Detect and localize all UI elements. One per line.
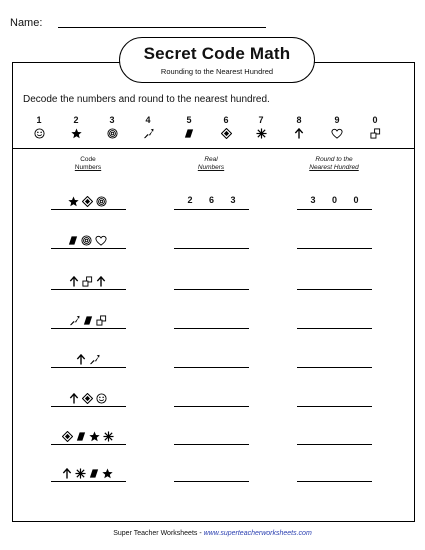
star-icon xyxy=(102,468,113,479)
code-underline xyxy=(51,289,126,290)
rounded-answer-line[interactable] xyxy=(297,248,372,249)
lightning-icon xyxy=(69,315,80,326)
smiley-icon xyxy=(27,126,51,140)
parallelogram-icon xyxy=(83,315,93,326)
code-underline xyxy=(51,481,126,482)
round-header xyxy=(289,156,379,172)
asterisk-icon xyxy=(75,468,86,479)
code-numbers-header xyxy=(43,156,133,172)
asterisk-icon xyxy=(249,126,273,140)
spiral-icon xyxy=(100,126,124,140)
parallelogram-icon xyxy=(68,235,78,246)
key-number: 3 xyxy=(109,115,115,125)
key-number: 8 xyxy=(296,115,302,125)
lightning-icon xyxy=(89,354,100,365)
rounded-answer-line[interactable] xyxy=(297,444,372,445)
spiral-icon xyxy=(81,235,92,246)
code-underline xyxy=(51,406,126,407)
rounded-answer-line[interactable] xyxy=(297,406,372,407)
code-underline xyxy=(51,444,126,445)
diamond-icon xyxy=(214,126,238,140)
star-icon xyxy=(89,431,100,442)
squares-icon xyxy=(363,126,387,140)
real-numbers-header xyxy=(166,156,256,172)
up-arrow-icon xyxy=(62,468,72,479)
real-number-answer-line[interactable] xyxy=(174,481,249,482)
footer-link[interactable]: www.superteacherworksheets.com xyxy=(203,530,312,537)
rounded-answer-line[interactable] xyxy=(297,367,372,368)
key-item-1 xyxy=(27,114,51,140)
key-number: 9 xyxy=(334,115,340,125)
code-numbers-7 xyxy=(50,429,125,443)
code-numbers-5 xyxy=(50,352,125,366)
up-arrow-icon xyxy=(69,393,79,404)
real-number-answer-line[interactable] xyxy=(174,209,249,210)
up-arrow-icon xyxy=(287,126,311,140)
lightning-icon xyxy=(136,126,160,140)
up-arrow-icon xyxy=(76,354,86,365)
code-numbers-1 xyxy=(50,194,125,208)
real-number-answer: 2 6 3 xyxy=(187,195,243,205)
parallelogram-icon xyxy=(177,126,201,140)
key-number: 7 xyxy=(258,115,264,125)
code-numbers-8 xyxy=(50,466,125,480)
code-header-line2: Numbers xyxy=(74,164,102,171)
rounded-answer-line[interactable] xyxy=(297,289,372,290)
key-number: 0 xyxy=(372,115,378,125)
key-item-2 xyxy=(64,114,88,140)
code-underline xyxy=(51,328,126,329)
code-underline xyxy=(51,367,126,368)
instructions: Decode the numbers and round to the nearest hundred. xyxy=(23,94,270,105)
parallelogram-icon xyxy=(76,431,86,442)
star-icon xyxy=(64,126,88,140)
spiral-icon xyxy=(96,196,107,207)
round-header-line1: Round to the xyxy=(315,156,353,163)
key-item-4 xyxy=(136,114,160,140)
heart-icon xyxy=(95,235,107,246)
key-number: 6 xyxy=(223,115,229,125)
worksheet-subtitle: Rounding to the Nearest Hundred xyxy=(160,67,274,76)
code-header-line1: Code xyxy=(80,156,96,163)
title-box xyxy=(119,37,315,83)
worksheet-title: Secret Code Math xyxy=(143,44,291,63)
code-underline xyxy=(51,209,126,210)
rounded-answer-line[interactable] xyxy=(297,481,372,482)
real-number-answer-line[interactable] xyxy=(174,444,249,445)
key-number: 1 xyxy=(36,115,42,125)
name-field-line[interactable] xyxy=(58,27,266,28)
key-item-0 xyxy=(363,114,387,140)
real-number-answer-line[interactable] xyxy=(174,328,249,329)
diamond-icon xyxy=(62,431,73,442)
star-icon xyxy=(68,196,79,207)
key-divider xyxy=(12,148,415,149)
name-label: Name: xyxy=(10,17,43,29)
squares-icon xyxy=(82,276,93,287)
footer xyxy=(0,530,425,537)
real-number-answer-line[interactable] xyxy=(174,367,249,368)
code-numbers-3 xyxy=(50,274,125,288)
real-header-line2: Numbers xyxy=(197,164,225,171)
code-numbers-4 xyxy=(50,313,125,327)
key-item-6 xyxy=(214,114,238,140)
real-number-answer-line[interactable] xyxy=(174,248,249,249)
rounded-answer: 3 0 0 xyxy=(310,195,366,205)
real-header-line1: Real xyxy=(204,156,218,163)
real-number-answer-line[interactable] xyxy=(174,289,249,290)
rounded-answer-line[interactable] xyxy=(297,328,372,329)
code-numbers-6 xyxy=(50,391,125,405)
footer-prefix: Super Teacher Worksheets - xyxy=(113,530,204,537)
asterisk-icon xyxy=(103,431,114,442)
squares-icon xyxy=(96,315,107,326)
key-item-9 xyxy=(325,114,349,140)
key-number: 5 xyxy=(186,115,192,125)
code-numbers-2 xyxy=(50,233,125,247)
round-header-line2: Nearest Hundred xyxy=(309,164,359,171)
key-item-8 xyxy=(287,114,311,140)
key-number: 4 xyxy=(145,115,151,125)
smiley-icon xyxy=(96,393,107,404)
real-number-answer-line[interactable] xyxy=(174,406,249,407)
heart-icon xyxy=(325,126,349,140)
key-item-3 xyxy=(100,114,124,140)
parallelogram-icon xyxy=(89,468,99,479)
up-arrow-icon xyxy=(69,276,79,287)
key-item-5 xyxy=(177,114,201,140)
diamond-icon xyxy=(82,196,93,207)
key-number: 2 xyxy=(73,115,79,125)
code-underline xyxy=(51,248,126,249)
diamond-icon xyxy=(82,393,93,404)
up-arrow-icon xyxy=(96,276,106,287)
rounded-answer-line[interactable] xyxy=(297,209,372,210)
key-item-7 xyxy=(249,114,273,140)
